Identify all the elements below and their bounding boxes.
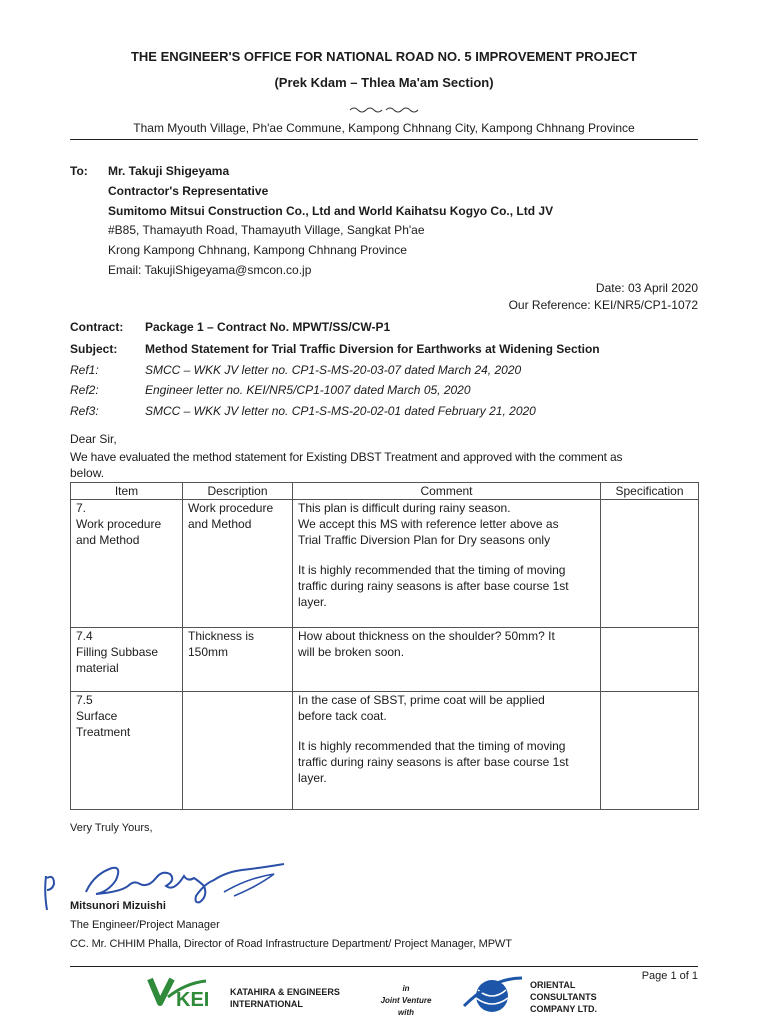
ref-value: SMCC – WKK JV letter no. CP1-S-MS-20-02-01 dated February 21, 2020: [145, 404, 536, 418]
ref-value: SMCC – WKK JV letter no. CP1-S-MS-20-03-07 dated March 24, 2020: [145, 363, 522, 377]
table-row: [71, 500, 699, 628]
description-text: and Method: [188, 517, 252, 531]
joint-venture-text: [366, 983, 446, 1019]
oc-company-name-line: CONSULTANTS: [530, 992, 597, 1002]
subject-value: Method Statement for Trial Traffic Diversion for Earthworks at Widening Section: [145, 342, 600, 356]
ref-label: Ref3:: [70, 404, 99, 418]
comment-text: Trial Traffic Diversion Plan for Dry seasons only: [298, 533, 551, 547]
comment-text: In the case of SBST, prime coat will be applied: [298, 693, 545, 707]
comment-text: will be broken soon.: [298, 645, 405, 659]
kei-company-name-line: KATAHIRA & ENGINEERS: [230, 987, 340, 997]
item-text: material: [76, 661, 119, 675]
comment-text: layer.: [298, 595, 327, 609]
column-header-item: Item: [71, 483, 183, 500]
intro-text-cont: below.: [70, 466, 105, 480]
oc-company-name: [530, 979, 597, 1015]
oc-company-name-line: ORIENTAL: [530, 980, 576, 990]
comment-text: before tack coat.: [298, 709, 387, 723]
addressee-name: Mr. Takuji Shigeyama: [108, 164, 230, 178]
ref-label: Ref2:: [70, 383, 99, 397]
item-cell: [71, 628, 183, 692]
contract-value: Package 1 – Contract No. MPWT/SS/CW-P1: [145, 320, 391, 334]
item-text: Treatment: [76, 725, 131, 739]
our-reference: Our Reference: KEI/NR5/CP1-1072: [508, 298, 698, 312]
comment-text: How about thickness on the shoulder? 50mm? It: [298, 629, 555, 643]
comment-text: It is highly recommended that the timing of moving: [298, 563, 566, 577]
description-cell: [183, 692, 293, 810]
item-text: Work procedure: [76, 517, 162, 531]
footer-divider: [70, 966, 698, 967]
letter-date: Date: 03 April 2020: [595, 281, 698, 295]
addressee-address-2: Krong Kampong Chhnang, Kampong Chhnang Province: [108, 243, 407, 257]
signatory-name: Mitsunori Mizuishi: [70, 900, 166, 912]
page-number: Page 1 of 1: [641, 970, 698, 982]
addressee-email: Email: TakujiShigeyama@smcon.co.jp: [108, 263, 312, 277]
ref-value: Engineer letter no. KEI/NR5/CP1-1007 dated March 05, 2020: [145, 383, 471, 397]
letterhead-title: THE ENGINEER'S OFFICE FOR NATIONAL ROAD NO. 5 IMPROVEMENT PROJECT: [130, 49, 638, 64]
letterhead-address: Tham Myouth Village, Ph'ae Commune, Kampong Chhnang City, Kampong Chhnang Province: [133, 121, 635, 135]
item-text: Filling Subbase: [76, 645, 159, 659]
column-header-comment: Comment: [293, 483, 601, 500]
comment-text: traffic during rainy seasons is after base course 1st: [298, 579, 569, 593]
item-number: 7.: [76, 501, 87, 515]
kei-logo: [146, 973, 224, 1013]
table-header-row: [71, 483, 699, 500]
addressee-company: Sumitomo Mitsui Construction Co., Ltd and World Kaihatsu Kogyo Co., Ltd JV: [108, 204, 554, 218]
salutation: Dear Sir,: [70, 432, 117, 446]
comment-text: We accept this MS with reference letter above as: [298, 517, 559, 531]
description-text: Thickness is: [188, 629, 255, 643]
cc-line: CC. Mr. CHHIM Phalla, Director of Road Infrastructure Department/ Project Manager, MPWT: [70, 938, 512, 950]
item-cell: [71, 500, 183, 628]
addressee-role: Contractor's Representative: [108, 184, 269, 198]
column-header-specification: Specification: [601, 483, 699, 500]
item-text: and Method: [76, 533, 140, 547]
item-number: 7.4: [76, 629, 93, 643]
header-divider: [70, 139, 698, 140]
table-row: [71, 692, 699, 810]
comment-text: traffic during rainy seasons is after base course 1st: [298, 755, 569, 769]
kei-company-name: [230, 986, 340, 1010]
subject-label: Subject:: [70, 342, 118, 356]
comment-table: [70, 482, 699, 810]
specification-cell: [601, 692, 699, 810]
description-text: Work procedure: [188, 501, 274, 515]
comment-text: layer.: [298, 771, 327, 785]
jv-line: in: [402, 984, 410, 993]
oc-globe-logo-icon: [460, 972, 524, 1018]
item-cell: [71, 692, 183, 810]
comment-cell: [293, 628, 601, 692]
signatory-title: The Engineer/Project Manager: [70, 919, 220, 931]
addressee-address-1: #B85, Thamayuth Road, Thamayuth Village, Sangkat Ph'ae: [108, 223, 425, 237]
specification-cell: [601, 628, 699, 692]
specification-cell: [601, 500, 699, 628]
letterhead-subtitle: (Prek Kdam – Thlea Ma'am Section): [274, 75, 494, 90]
column-header-description: Description: [183, 483, 293, 500]
kei-logo-text: KEI: [176, 989, 210, 1011]
jv-line: Joint Venture: [380, 996, 432, 1005]
jv-line: with: [398, 1008, 414, 1017]
intro-text: We have evaluated the method statement for Existing DBST Treatment and approved with the comment as: [70, 450, 623, 464]
ref-label: Ref1:: [70, 363, 99, 377]
comment-text: It is highly recommended that the timing of moving: [298, 739, 566, 753]
description-cell: [183, 628, 293, 692]
to-label: To:: [70, 164, 88, 178]
comment-cell: [293, 692, 601, 810]
kei-company-name-line: INTERNATIONAL: [230, 999, 303, 1009]
table-row: [71, 628, 699, 692]
oc-company-name-line: COMPANY LTD.: [530, 1004, 597, 1014]
description-cell: [183, 500, 293, 628]
khmer-ornament-icon: [348, 100, 420, 108]
comment-text: This plan is difficult during rainy season.: [298, 501, 511, 515]
description-text: 150mm: [188, 645, 229, 659]
item-number: 7.5: [76, 693, 93, 707]
comment-cell: [293, 500, 601, 628]
closing-text: Very Truly Yours,: [70, 822, 153, 834]
contract-label: Contract:: [70, 320, 124, 334]
item-text: Surface: [76, 709, 118, 723]
